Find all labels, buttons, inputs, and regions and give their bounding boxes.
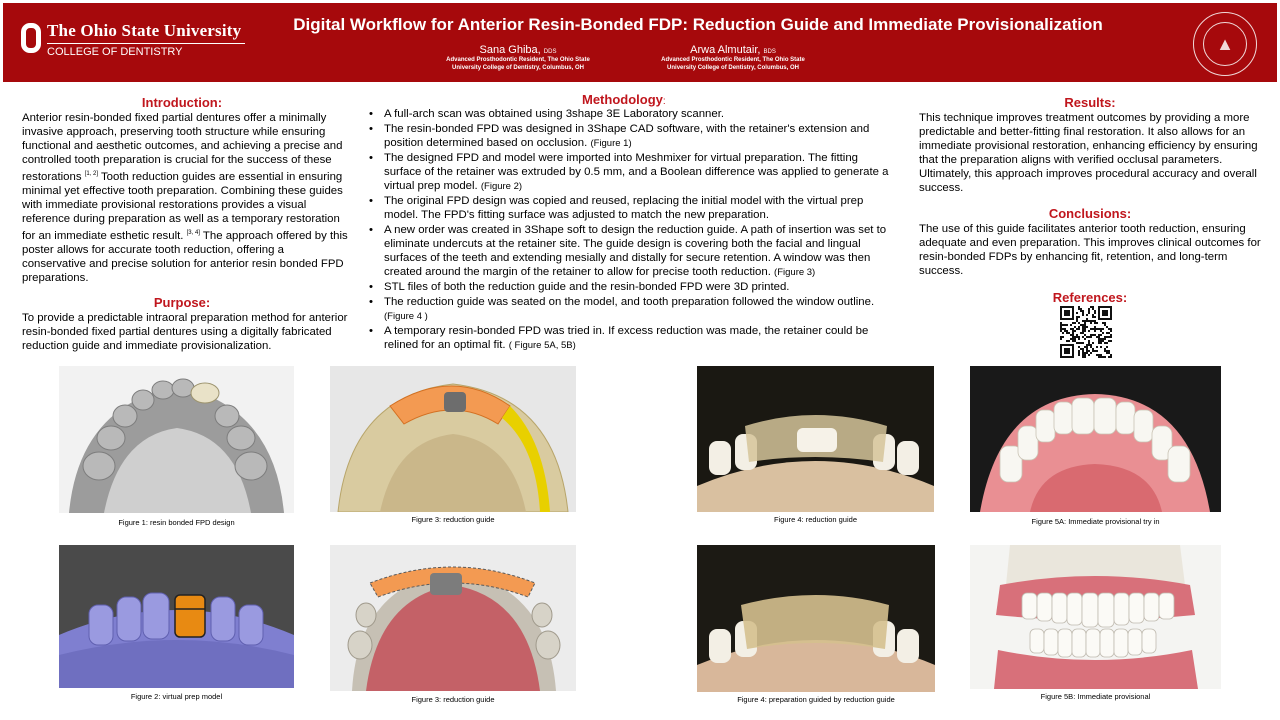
figure-caption: Figure 5A: Immediate provisional try in [1031, 517, 1160, 526]
figure-2-image [59, 545, 294, 688]
figure-caption: Figure 4: reduction guide [774, 515, 857, 524]
figure-3a-image [330, 366, 576, 512]
author-1: Sana Ghiba, DDS Advanced Prosthodontic Resident, The Ohio State University College of Dentistry, Columbus, OH [408, 44, 628, 72]
methodology-list [367, 107, 897, 353]
intro-text-part: The approach offered by this poster allows for accurate tooth reduction, offering a conservative and precise solution for anterior resin bonded FPD preparations. [22, 229, 348, 284]
author-degree: BDS [763, 49, 776, 55]
college-seal-icon [1193, 12, 1257, 76]
intro-text-part: Anterior resin-bonded fixed partial dentures offer a minimally invasive approach, preserving tooth structure while ensuring functional and aesthetic outcomes, and achieving a precise and controlled tooth preparation is crucial for the success of these restorations [22, 112, 343, 183]
conclusions-text: The use of this guide facilitates anterior tooth reduction, ensuring adequate and even preparation. This improves clinical outcomes for resin-bonded FDPs by enhancing fit, retention, and long-term success. [919, 223, 1261, 277]
results-heading: Results: [1064, 95, 1116, 110]
citation: [3, 4] [186, 229, 200, 236]
author-2: Arwa Almutair, BDS Advanced Prosthodontic Resident, The Ohio State University College of Dentistry, Columbus, OH [623, 44, 843, 72]
author-affiliation: University College of Dentistry, Columbus, OH [452, 65, 584, 71]
figure-caption: Figure 5B: Immediate provisional [1040, 692, 1151, 701]
figure-caption: Figure 4: preparation guided by reduction guide [737, 695, 895, 704]
osu-logo [17, 19, 247, 65]
figure-4a-image [697, 366, 934, 512]
introduction-heading: Introduction: [141, 95, 223, 110]
figure-1-image [59, 366, 294, 513]
methodology-item: • A new order was created in 3Shape soft to design the reduction guide. A path of insertion was set to eliminate undercuts at the retainer site. The guide design is covering both the facial and lingual surfaces of the teeth and extending mesially and distally for secure retention. A window was then created around the margin of the retainer to allow for precise tooth reduction. (Figure 3) [367, 223, 897, 280]
heading-colon: : [662, 96, 666, 107]
purpose-heading: Purpose: [153, 295, 211, 310]
methodology-item: • The original FPD design was copied and reused, replacing the initial model with the virtual prep model. The FPD's fitting surface was adjusted to match the new preparation. [367, 194, 897, 223]
methodology-item: • A temporary resin-bonded FPD was tried in. If excess reduction was made, the retainer could be relined for an optimal fit. ( Figure 5A, 5B) [367, 324, 897, 353]
figure-caption: Figure 2: virtual prep model [130, 692, 223, 701]
figure-caption: Figure 3: reduction guide [411, 515, 495, 524]
author-affiliation: Advanced Prosthodontic Resident, The Ohio State [446, 57, 590, 63]
qr-code-icon[interactable] [1060, 306, 1112, 358]
citation: [1, 2] [84, 171, 99, 177]
author-name: Sana Ghiba [479, 44, 538, 56]
author-affiliation: Advanced Prosthodontic Resident, The Ohio State [661, 57, 805, 63]
conclusions-heading: Conclusions: [1048, 206, 1132, 221]
methodology-item: • The reduction guide was seated on the model, and tooth preparation followed the window outline. (Figure 4 ) [367, 295, 897, 324]
logo-divider [47, 43, 245, 44]
author-name: Arwa Almutair [690, 44, 758, 56]
author-affiliation: University College of Dentistry, Columbus, OH [667, 65, 799, 71]
methodology-item: • The resin-bonded FPD was designed in 3Shape CAD software, with the retainer's extension and position determined based on occlusion. (Figure 1) [367, 122, 897, 151]
figure-4b-image [697, 545, 935, 692]
figure-caption: Figure 1: resin bonded FPD design [118, 518, 235, 527]
methodology-heading [582, 92, 666, 107]
poster-title: Digital Workflow for Anterior Resin-Bonded FDP: Reduction Guide and Immediate Provisionalization [293, 15, 1103, 34]
poster-header [3, 3, 1277, 82]
methodology-item: • STL files of both the reduction guide and the resin-bonded FPD were 3D printed. [367, 280, 897, 295]
figure-3b-image [330, 545, 576, 691]
introduction-text [22, 111, 348, 285]
block-o-icon [21, 23, 41, 53]
methodology-item: • A full-arch scan was obtained using 3shape 3E Laboratory scanner. [367, 107, 897, 122]
purpose-text: To provide a predictable intraoral preparation method for anterior resin-bonded fixed partial dentures using a digitally fabricated reduction guide and immediate provisionalization. [22, 312, 348, 352]
seal-emblem: ▲ [1203, 22, 1247, 66]
author-degree: DDS [543, 49, 557, 55]
references-heading: References: [1052, 290, 1128, 305]
methodology-heading-text: Methodology [582, 92, 663, 107]
figure-caption: Figure 3: reduction guide [411, 695, 495, 704]
university-name: The Ohio State University [47, 21, 242, 40]
results-text: This technique improves treatment outcomes by providing a more predictable and better-fitting final restoration. It also allows for an immediate provisional restoration, enhancing efficiency by ensuring that the preparation aligns with verified occlusal parameters. Ultimately, this approach improves procedural accuracy and overall success. [919, 112, 1258, 194]
intro-text-part: Tooth reduction guides are essential in ensuring minimal yet effective tooth preparation. Combining these guides with immediate provisional restorations provides a visual reference during preparation as well as a temporary restoration for an immediate esthetic result. [22, 170, 343, 242]
methodology-item: • The designed FPD and model were imported into Meshmixer for virtual preparation. The fitting surface of the retainer was extruded by 0.5 mm, and a Boolean difference was applied to generate a virtual prep model. (Figure 2) [367, 151, 897, 194]
figure-5b-image [970, 545, 1221, 689]
college-name: COLLEGE OF DENTISTRY [47, 46, 183, 58]
figure-5a-image [970, 366, 1221, 512]
